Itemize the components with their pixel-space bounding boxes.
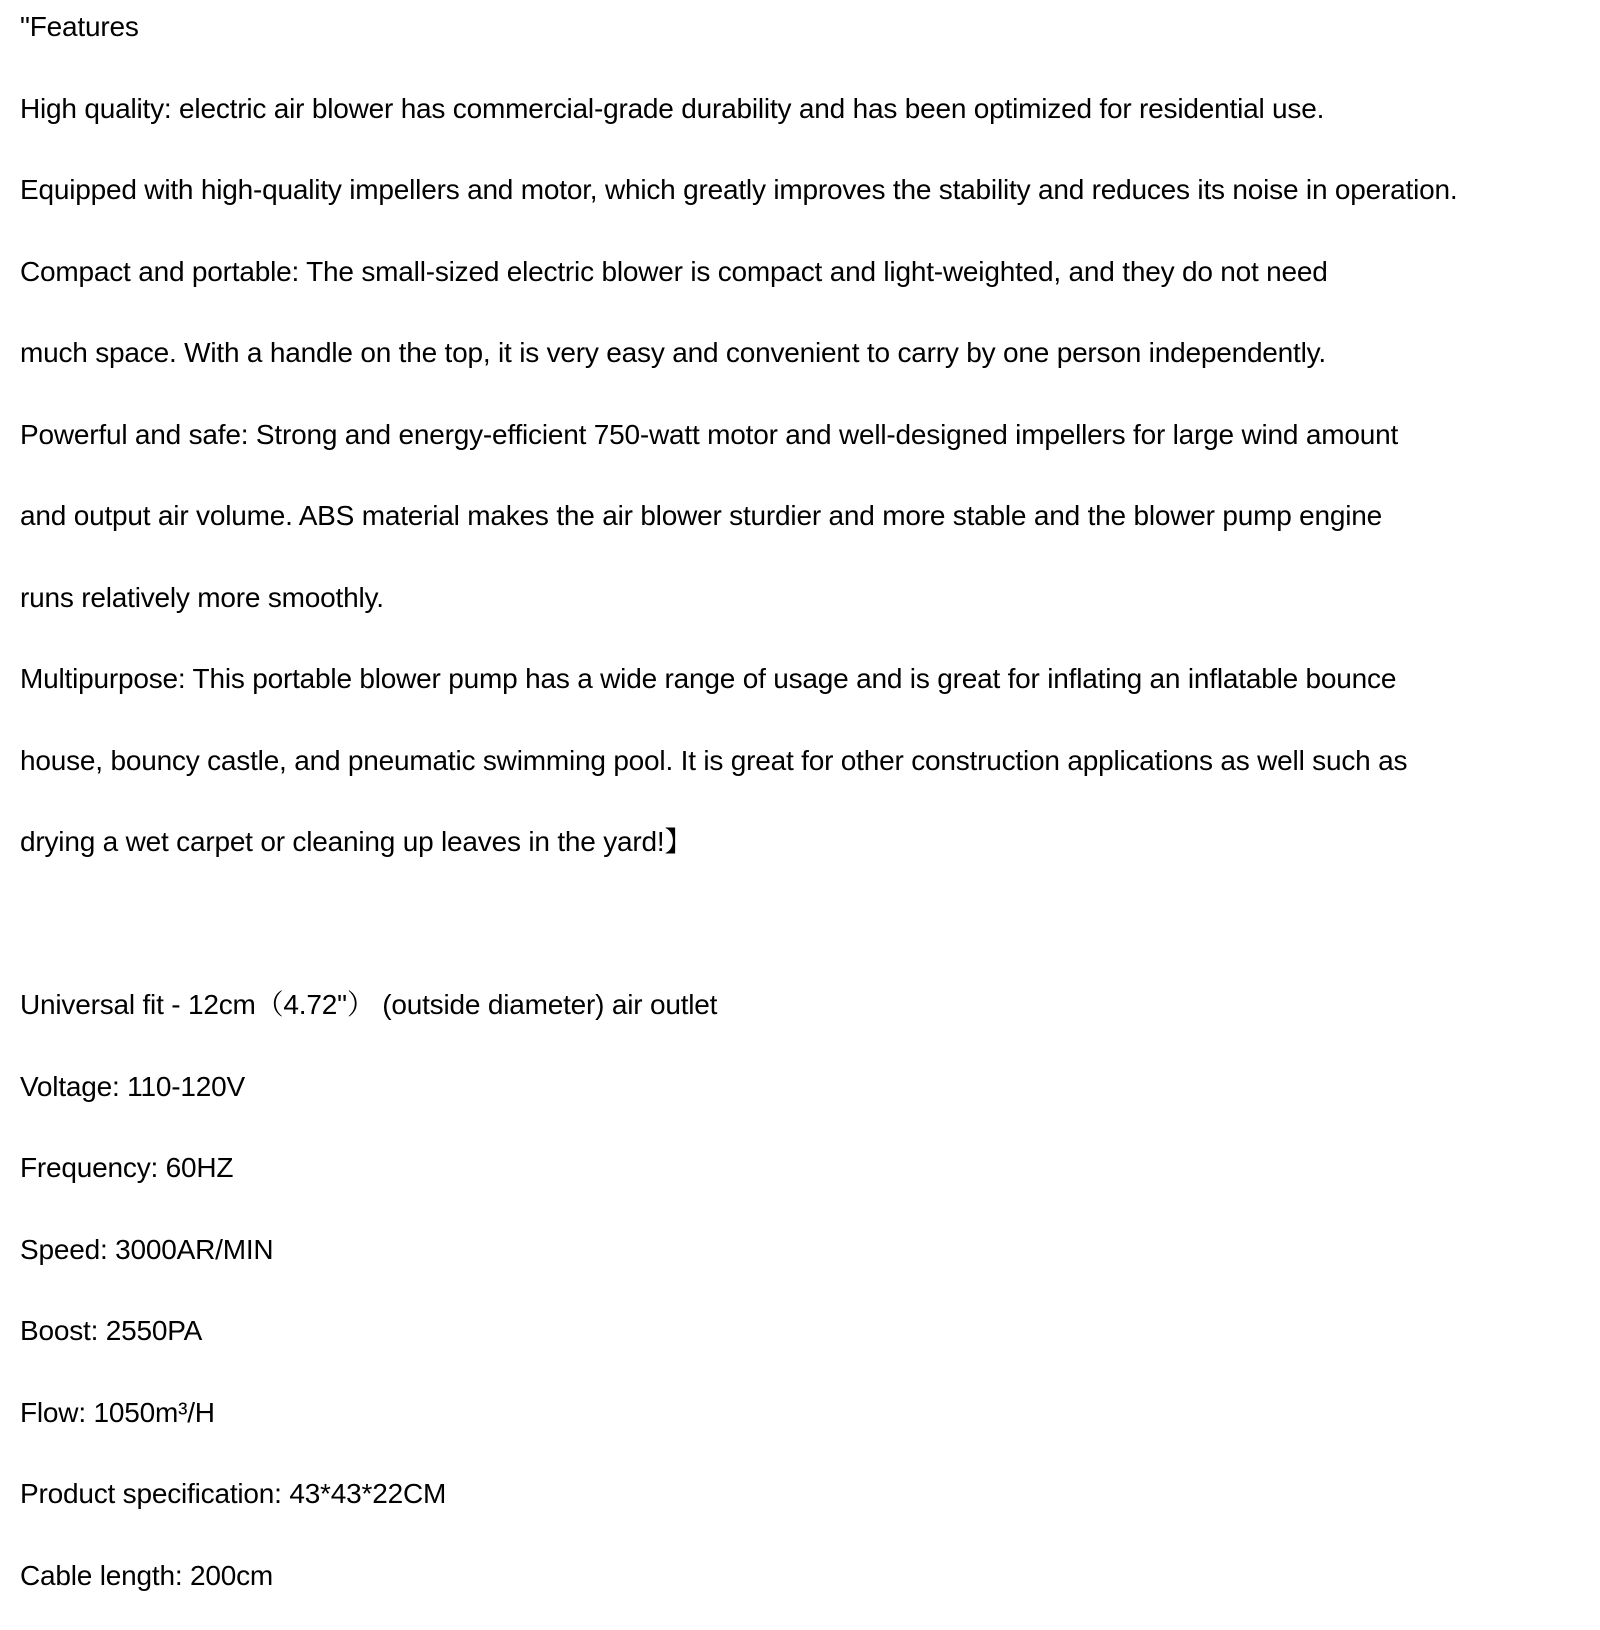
spec-boost: Boost: 2550PA	[20, 1304, 1590, 1386]
spec-speed: Speed: 3000AR/MIN	[20, 1223, 1590, 1305]
product-description-document	[20, 0, 1590, 1630]
feature-line-compact-portable: Compact and portable: The small-sized electric blower is compact and light-weighted, and they do not need	[20, 245, 1590, 327]
feature-line-multipurpose: Multipurpose: This portable blower pump has a wide range of usage and is great for inflating an inflatable bounce	[20, 652, 1590, 734]
feature-line-multipurpose-cont: house, bouncy castle, and pneumatic swimming pool. It is great for other construction applications as well such as	[20, 734, 1590, 816]
feature-line-equipped: Equipped with high-quality impellers and motor, which greatly improves the stability and reduces its noise in operation.	[20, 163, 1590, 245]
feature-line-powerful-safe-end: runs relatively more smoothly.	[20, 571, 1590, 653]
spec-frequency: Frequency: 60HZ	[20, 1141, 1590, 1223]
spec-flow: Flow: 1050m³/H	[20, 1386, 1590, 1468]
feature-line-powerful-safe-cont: and output air volume. ABS material makes the air blower sturdier and more stable and the blower pump engine	[20, 489, 1590, 571]
spec-voltage: Voltage: 110-120V	[20, 1060, 1590, 1142]
feature-line-high-quality: High quality: electric air blower has commercial-grade durability and has been optimized for residential use.	[20, 82, 1590, 164]
features-heading: "Features	[20, 0, 1590, 82]
spec-universal-fit: Universal fit - 12cm（4.72"） (outside diameter) air outlet	[20, 978, 1590, 1060]
feature-line-multipurpose-end: drying a wet carpet or cleaning up leaves in the yard!】	[20, 815, 1590, 897]
spec-cable-length: Cable length: 200cm	[20, 1549, 1590, 1630]
section-spacer	[20, 897, 1590, 979]
feature-line-compact-portable-cont: much space. With a handle on the top, it is very easy and convenient to carry by one person independently.	[20, 326, 1590, 408]
feature-line-powerful-safe: Powerful and safe: Strong and energy-efficient 750-watt motor and well-designed impellers for large wind amount	[20, 408, 1590, 490]
spec-product-specification: Product specification: 43*43*22CM	[20, 1467, 1590, 1549]
